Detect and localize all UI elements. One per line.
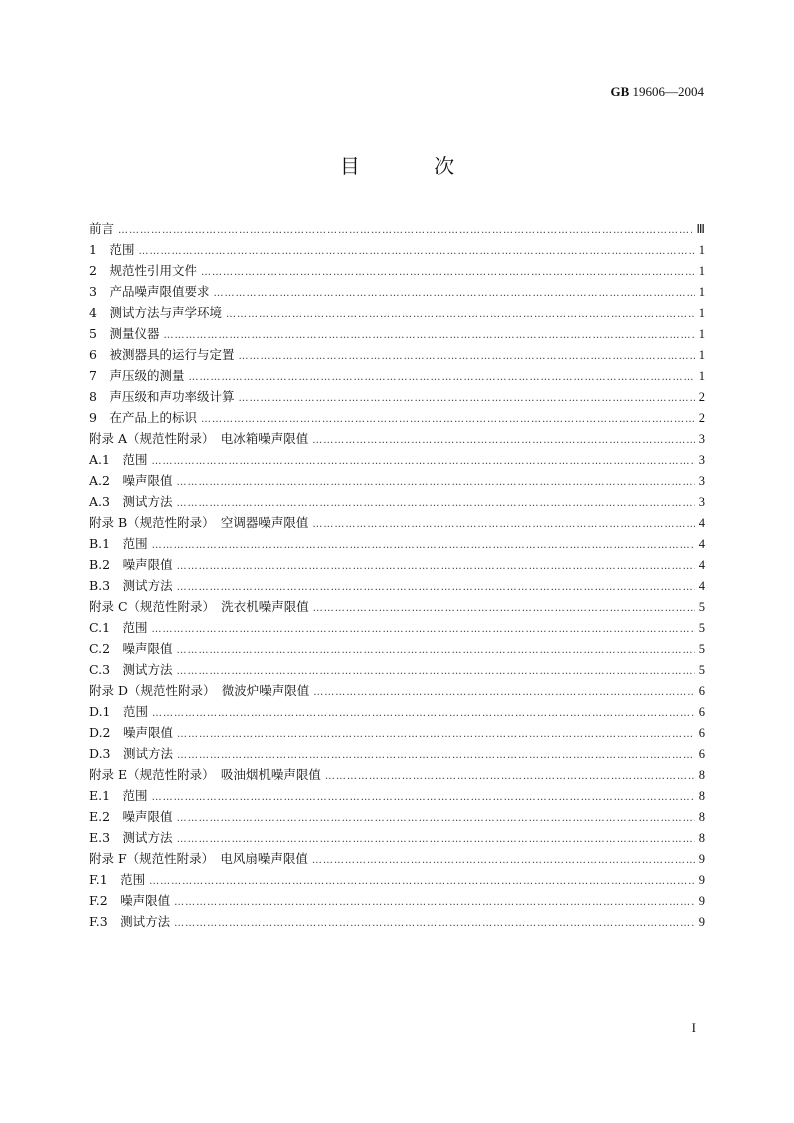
standard-prefix: GB [610,84,630,99]
toc-entry-label: 前言 [89,221,115,236]
toc-entry-label: 4 测试方法与声学环境 [89,305,222,320]
toc-leader-dots [312,430,694,451]
toc-entry[interactable] [89,785,705,806]
toc-entry-label: C.3 测试方法 [89,662,173,677]
toc-leader-dots [213,283,694,304]
toc-entry[interactable] [89,218,705,239]
toc-entry-label: D.3 测试方法 [89,746,174,761]
toc-entry-page: 1 [698,243,705,257]
toc-entry-label: 6 被测器具的运行与定置 [89,347,235,362]
toc-entry-page: 5 [698,621,705,635]
toc-entry[interactable] [89,239,705,260]
toc-leader-dots [152,703,695,724]
toc-entry[interactable] [89,848,705,869]
toc-entry-label: E.2 噪声限值 [89,809,173,824]
toc-entry-page: 2 [698,390,705,404]
toc-leader-dots [177,577,695,598]
toc-entry-page: 4 [698,537,705,551]
toc-leader-dots [177,745,695,766]
toc-entry-label: B.1 范围 [89,536,148,551]
toc-entry-page: 1 [698,327,705,341]
toc-entry-page: 2 [698,411,705,425]
toc-entry-label: 附录 F（规范性附录） 电风扇噪声限值 [89,851,308,866]
toc-entry-page: 6 [698,705,705,719]
toc-entry[interactable] [89,533,705,554]
toc-entry[interactable] [89,491,705,512]
toc-leader-dots [177,829,695,850]
toc-entry[interactable] [89,764,705,785]
toc-entry-page: 4 [698,558,705,572]
toc-entry-label: 7 声压级的测量 [89,368,185,383]
toc-entry-page: 8 [698,810,705,824]
toc-entry-page: 3 [698,453,705,467]
toc-entry-label: A.1 范围 [89,452,148,467]
toc-entry-label: E.1 范围 [89,788,148,803]
toc-entry-page: 1 [698,348,705,362]
toc-leader-dots [226,304,695,325]
toc-entry[interactable] [89,449,705,470]
toc-entry[interactable] [89,743,705,764]
toc-entry[interactable] [89,911,705,932]
toc-leader-dots [312,514,694,535]
toc-entry-label: 附录 D（规范性附录） 微波炉噪声限值 [89,683,310,698]
toc-leader-dots [174,892,695,913]
toc-entry[interactable] [89,701,705,722]
toc-entry[interactable] [89,365,705,386]
toc-entry[interactable] [89,575,705,596]
toc-entry-label: 3 产品噪声限值要求 [89,284,210,299]
toc-entry-label: F.3 测试方法 [89,914,171,929]
toc-entry-page: 8 [698,768,705,782]
toc-entry-label: 9 在产品上的标识 [89,410,197,425]
toc-entry[interactable] [89,407,705,428]
toc-entry[interactable] [89,827,705,848]
toc-entry-page: 8 [698,831,705,845]
toc-entry-label: 附录 E（规范性附录） 吸油烟机噪声限值 [89,767,321,782]
toc-entry-label: A.3 测试方法 [89,494,173,509]
standard-code [610,84,704,100]
toc-entry-label: 附录 B（规范性附录） 空调器噪声限值 [89,515,309,530]
toc-leader-dots [313,598,695,619]
toc-entry-page: 6 [698,747,705,761]
toc-entry-page: 1 [698,285,705,299]
toc-entry-page: 4 [698,516,705,530]
toc-leader-dots [176,493,694,514]
table-of-contents [89,218,705,932]
toc-entry[interactable] [89,386,705,407]
toc-entry-label: B.2 噪声限值 [89,557,173,572]
toc-entry[interactable] [89,638,705,659]
toc-leader-dots [138,241,694,262]
toc-entry-label: 2 规范性引用文件 [89,263,197,278]
toc-entry-label: 附录 C（规范性附录） 洗衣机噪声限值 [89,599,309,614]
toc-entry-label: 1 范围 [89,242,135,257]
toc-entry-label: C.1 范围 [89,620,148,635]
toc-entry-label: D.1 范围 [89,704,149,719]
toc-leader-dots [177,556,695,577]
toc-entry-label: D.2 噪声限值 [89,725,174,740]
toc-entry-label: 5 测量仪器 [89,326,160,341]
toc-entry-page: 1 [698,369,705,383]
toc-entry[interactable] [89,470,705,491]
toc-entry-page: 8 [698,789,705,803]
toc-entry-page: 5 [698,600,705,614]
toc-entry[interactable] [89,281,705,302]
toc-entry-label: 附录 A（规范性附录） 电冰箱噪声限值 [89,431,309,446]
toc-entry-page: 9 [698,852,705,866]
toc-leader-dots [177,808,695,829]
toc-entry-page: 9 [698,915,705,929]
toc-entry[interactable] [89,554,705,575]
toc-entry-page: 6 [698,726,705,740]
toc-leader-dots [177,724,695,745]
toc-entry-page: 4 [698,579,705,593]
toc-leader-dots [118,220,692,241]
toc-leader-dots [325,766,695,787]
toc-entry[interactable] [89,596,705,617]
toc-entry-label: B.3 测试方法 [89,578,173,593]
toc-entry-page: 9 [698,873,705,887]
toc-leader-dots [201,262,695,283]
toc-leader-dots [174,913,695,934]
toc-entry-page: 9 [698,894,705,908]
toc-leader-dots [149,871,695,892]
toc-leader-dots [188,367,694,388]
toc-entry[interactable] [89,512,705,533]
toc-entry-page: 1 [698,306,705,320]
toc-entry-label: C.2 噪声限值 [89,641,173,656]
toc-entry-label: 8 声压级和声功率级计算 [89,389,235,404]
toc-entry-label: E.3 测试方法 [89,830,173,845]
toc-entry-page: 5 [698,663,705,677]
toc-entry[interactable] [89,722,705,743]
toc-entry[interactable] [89,617,705,638]
toc-entry-page: Ⅲ [696,222,705,236]
toc-entry-page: 3 [698,474,705,488]
toc-leader-dots [238,346,694,367]
toc-leader-dots [152,535,695,556]
toc-entry-label: A.2 噪声限值 [89,473,173,488]
toc-leader-dots [313,682,695,703]
toc-leader-dots [177,661,695,682]
toc-entry[interactable] [89,428,705,449]
toc-entry[interactable] [89,806,705,827]
toc-leader-dots [152,619,695,640]
toc-entry[interactable] [89,260,705,281]
toc-entry[interactable] [89,323,705,344]
toc-entry-page: 1 [698,264,705,278]
page-number: I [691,1020,696,1035]
toc-entry[interactable] [89,659,705,680]
toc-leader-dots [177,640,695,661]
toc-entry-page: 5 [698,642,705,656]
toc-entry-page: 6 [698,684,705,698]
toc-entry-page: 3 [698,432,705,446]
toc-entry[interactable] [89,869,705,890]
toc-leader-dots [163,325,694,346]
toc-leader-dots [238,388,694,409]
toc-entry[interactable] [89,890,705,911]
toc-leader-dots [176,472,694,493]
toc-entry-label: F.1 范围 [89,872,146,887]
standard-number: 19606—2004 [632,84,704,99]
toc-leader-dots [312,850,695,871]
toc-entry[interactable] [89,680,705,701]
toc-entry[interactable] [89,344,705,365]
toc-entry-label: F.2 噪声限值 [89,893,171,908]
toc-entry-page: 3 [698,495,705,509]
page-title: 目 次 [339,154,489,178]
toc-leader-dots [201,409,695,430]
toc-leader-dots [152,787,695,808]
toc-leader-dots [151,451,694,472]
toc-entry[interactable] [89,302,705,323]
